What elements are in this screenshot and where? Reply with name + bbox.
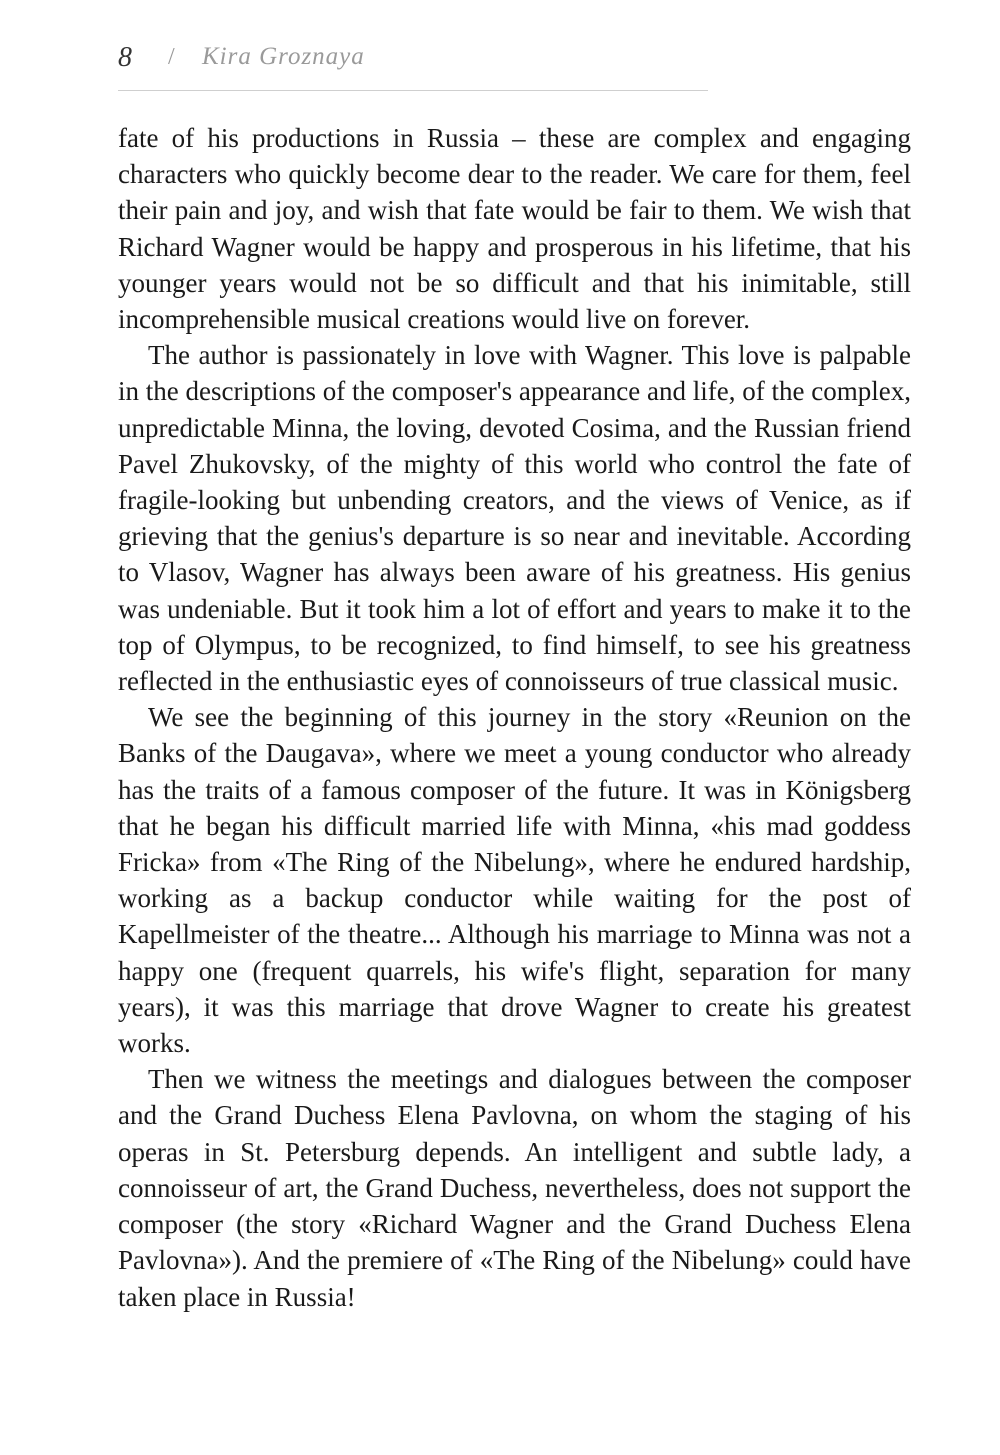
page-number: 8 bbox=[118, 42, 132, 73]
paragraph: The author is passionately in love with Wagner. This love is palpable in the descriptions of the composer's appearance and life, of the complex, unpredictable Minna, the loving, devoted Cosima, and the Russian friend Pavel Zhukovsky, of the mighty of this world who control the fate of fragile-looking but unbending creators, and the views of Venice, as if grieving that the genius's departure is so near and inevitable. According to Vlasov, Wagner has always been aware of his greatness. His genius was undeniable. But it took him a lot of effort and years to make it to the top of Olympus, to be recognized, to find himself, to see his greatness reflected in the enthusiastic eyes of connoisseurs of true classical music. bbox=[118, 340, 911, 697]
paragraph: Then we witness the meetings and dialogues between the composer and the Grand Duchess Elena Pavlovna, on whom the staging of his operas in St. Petersburg depends. An intelligent and subtle lady, a connoisseur of art, the Grand Duchess, nevertheless, does not support the composer (the story «Richard Wagner and the Grand Duchess Elena Pavlovna»). And the premiere of «The Ring of the Nibelung» could have taken place in Russia! bbox=[118, 1064, 911, 1312]
paragraph: We see the beginning of this journey in the story «Reunion on the Banks of the Daugava», where we meet a young conductor who already has the traits of a famous composer of the future. It was in Königsberg that he began his difficult married life with Minna, «his mad goddess Fricka» from «The Ring of the Nibelung», where he endured hardship, working as a backup conductor while waiting for the post of Kapellmeister of the theatre... Although his marriage to Minna was not a happy one (frequent quarrels, his wife's flight, separation for many years), it was this marriage that drove Wagner to create his greatest works. bbox=[118, 702, 911, 1059]
running-head bbox=[118, 42, 708, 91]
running-title: Kira Groznaya bbox=[202, 43, 365, 70]
paragraph: fate of his productions in Russia – these are complex and engaging characters who quickly become dear to the reader. We care for them, feel their pain and joy, and wish that fate would be fair to them. We wish that Richard Wagner would be happy and prosperous in his lifetime, that his younger years would not be so difficult and that his inimitable, still incomprehensible musical creations would live on forever. bbox=[118, 123, 911, 335]
body-text bbox=[118, 120, 911, 1315]
header-separator: / bbox=[168, 44, 175, 70]
